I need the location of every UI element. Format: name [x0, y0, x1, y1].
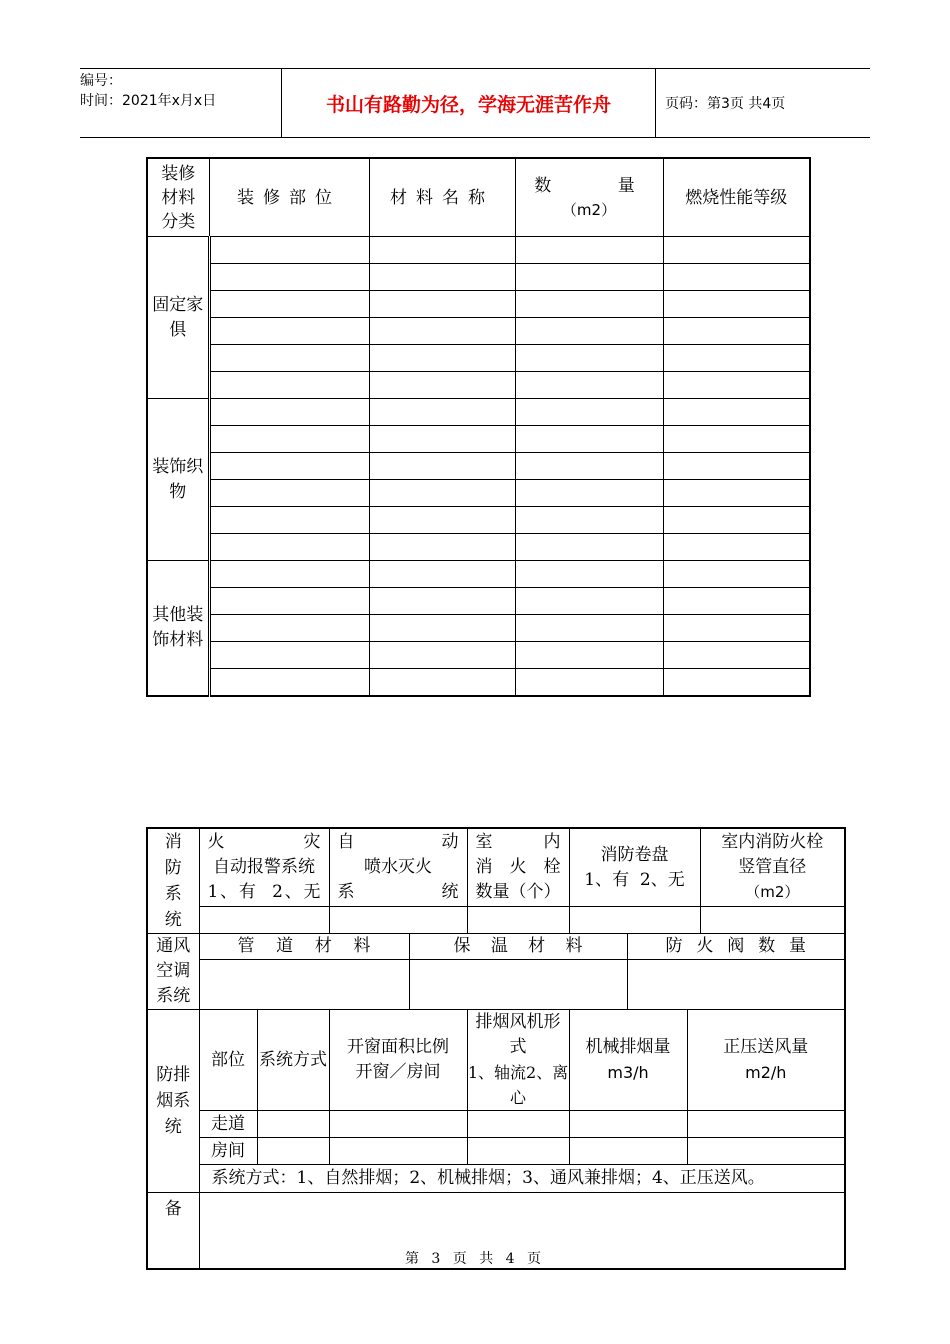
- blank-cell[interactable]: [257, 1138, 329, 1165]
- blank-cell[interactable]: [369, 480, 515, 507]
- blank-cell[interactable]: [663, 507, 810, 534]
- insulation-header: 保温材料: [409, 934, 627, 960]
- group-decorative-fabric: 装饰织 物: [147, 399, 209, 561]
- blank-cell[interactable]: [257, 1111, 329, 1138]
- blank-cell[interactable]: [663, 642, 810, 669]
- damper-value[interactable]: [627, 960, 845, 1010]
- blank-cell[interactable]: [663, 372, 810, 399]
- insulation-value[interactable]: [409, 960, 627, 1010]
- fire-system-label: 消 防 系 统: [147, 828, 199, 934]
- header-material: 材料名称: [369, 158, 515, 237]
- table-row: [147, 345, 810, 372]
- blank-cell[interactable]: [369, 507, 515, 534]
- blank-cell[interactable]: [209, 480, 369, 507]
- table-row: [147, 318, 810, 345]
- blank-cell[interactable]: [663, 453, 810, 480]
- blank-cell[interactable]: [569, 1111, 687, 1138]
- blank-cell[interactable]: [515, 561, 663, 588]
- duct-material-header: 管道材料: [199, 934, 409, 960]
- blank-cell[interactable]: [209, 453, 369, 480]
- blank-cell[interactable]: [515, 372, 663, 399]
- blank-cell[interactable]: [663, 615, 810, 642]
- smoke-method-note: 系统方式：1、自然排烟；2、机械排烟；3、通风兼排烟；4、正压送风。: [199, 1165, 845, 1193]
- blank-cell[interactable]: [515, 426, 663, 453]
- col-exhaust-volume: 机械排烟量 m3/h: [569, 1010, 687, 1111]
- blank-cell[interactable]: [467, 1138, 569, 1165]
- table-row: [147, 669, 810, 697]
- header-location: 装修部位: [209, 158, 369, 237]
- blank-cell[interactable]: [515, 480, 663, 507]
- hvac-value-row: [147, 960, 845, 1010]
- blank-cell[interactable]: [209, 615, 369, 642]
- blank-cell[interactable]: [209, 291, 369, 318]
- table-row: [147, 1138, 845, 1165]
- blank-cell[interactable]: [663, 291, 810, 318]
- blank-cell[interactable]: [209, 399, 369, 426]
- blank-cell[interactable]: [209, 345, 369, 372]
- hose-reel-value[interactable]: [569, 907, 700, 934]
- blank-cell[interactable]: [569, 1138, 687, 1165]
- table-row: [147, 426, 810, 453]
- blank-cell[interactable]: [369, 291, 515, 318]
- blank-cell[interactable]: [209, 318, 369, 345]
- blank-cell[interactable]: [209, 426, 369, 453]
- group-fixed-furniture: 固定家 俱: [147, 237, 209, 399]
- blank-cell[interactable]: [663, 588, 810, 615]
- blank-cell[interactable]: [369, 237, 515, 264]
- col-window-ratio: 开窗面积比例 开窗／房间: [329, 1010, 467, 1111]
- table-row: [147, 399, 810, 426]
- blank-cell[interactable]: [663, 237, 810, 264]
- blank-cell[interactable]: [369, 642, 515, 669]
- sprinkler-header: 自动 喷水灭火 系统: [329, 828, 467, 907]
- blank-cell[interactable]: [515, 453, 663, 480]
- blank-cell[interactable]: [663, 669, 810, 697]
- page-footer: 第 3 页 共 4 页: [404, 1251, 546, 1267]
- hydrant-value[interactable]: [467, 907, 569, 934]
- blank-cell[interactable]: [515, 534, 663, 561]
- header-quantity: 数 量 （m2）: [515, 158, 663, 237]
- table-row: [147, 237, 810, 264]
- blank-cell[interactable]: [663, 318, 810, 345]
- blank-cell[interactable]: [369, 669, 515, 697]
- table-row: [147, 534, 810, 561]
- hvac-system-label: 通风 空调 系统: [147, 934, 199, 1010]
- header-rating: 燃烧性能等级: [663, 158, 810, 237]
- blank-cell[interactable]: [515, 615, 663, 642]
- fire-alarm-header: 火灾 自动报警系统 1、有 2、无: [199, 828, 329, 907]
- table-row: [147, 372, 810, 399]
- header-meta: [80, 69, 280, 139]
- blank-cell[interactable]: [515, 669, 663, 697]
- blank-cell[interactable]: [369, 561, 515, 588]
- blank-cell[interactable]: [467, 1111, 569, 1138]
- blank-cell[interactable]: [515, 399, 663, 426]
- header-category: 装修 材料 分类: [147, 158, 209, 237]
- riser-value[interactable]: [700, 907, 845, 934]
- table-row: [147, 1111, 845, 1138]
- blank-cell[interactable]: [369, 534, 515, 561]
- row-corridor-label: 走道: [199, 1111, 257, 1138]
- blank-cell[interactable]: [209, 372, 369, 399]
- blank-cell[interactable]: [663, 426, 810, 453]
- blank-cell[interactable]: [209, 669, 369, 697]
- blank-cell[interactable]: [663, 534, 810, 561]
- table-row: [147, 588, 810, 615]
- blank-cell[interactable]: [369, 399, 515, 426]
- blank-cell[interactable]: [663, 345, 810, 372]
- duct-material-value[interactable]: [199, 960, 409, 1010]
- decoration-materials-table: [146, 157, 811, 697]
- row-room-label: 房间: [199, 1138, 257, 1165]
- blank-cell[interactable]: [329, 1111, 467, 1138]
- col-fan-type: 排烟风机形式 1、轴流2、离心: [467, 1010, 569, 1111]
- header-motto: 书山有路勤为径，学海无涯苦作舟: [281, 69, 656, 137]
- blank-cell[interactable]: [209, 534, 369, 561]
- table-row: [147, 561, 810, 588]
- group-other-materials: 其他装 饰材料: [147, 561, 209, 697]
- hvac-header-row: [147, 934, 845, 960]
- riser-header: 室内消防火栓 竖管直径 （m2）: [700, 828, 845, 907]
- blank-cell[interactable]: [515, 642, 663, 669]
- smoke-system-label: 防排 烟系 统: [147, 1010, 199, 1193]
- smoke-note-row: [147, 1165, 845, 1193]
- blank-cell[interactable]: [329, 1138, 467, 1165]
- hose-reel-header: 消防卷盘 1、有 2、无: [569, 828, 700, 907]
- blank-cell[interactable]: [515, 507, 663, 534]
- blank-cell[interactable]: [209, 642, 369, 669]
- blank-cell[interactable]: [515, 264, 663, 291]
- col-method: 系统方式: [257, 1010, 329, 1111]
- blank-cell[interactable]: [663, 480, 810, 507]
- blank-cell[interactable]: [369, 372, 515, 399]
- table-row: [147, 453, 810, 480]
- col-supply-volume: 正压送风量 m2/h: [687, 1010, 845, 1111]
- table-row: [147, 480, 810, 507]
- blank-cell[interactable]: [369, 318, 515, 345]
- fire-header-row: [147, 828, 845, 907]
- fire-alarm-value[interactable]: [199, 907, 329, 934]
- hydrant-header: 室内 消火栓 数量（个）: [467, 828, 569, 907]
- blank-cell[interactable]: [369, 615, 515, 642]
- remarks-label: 备: [147, 1193, 199, 1269]
- table-row: [147, 291, 810, 318]
- blank-cell[interactable]: [369, 264, 515, 291]
- blank-cell[interactable]: [515, 291, 663, 318]
- blank-cell[interactable]: [687, 1138, 845, 1165]
- blank-cell[interactable]: [663, 264, 810, 291]
- blank-cell[interactable]: [209, 507, 369, 534]
- building-systems-table: [146, 827, 846, 1270]
- number-label: 编号：: [80, 73, 122, 89]
- blank-cell[interactable]: [663, 561, 810, 588]
- blank-cell[interactable]: [515, 318, 663, 345]
- smoke-header-row: [147, 1010, 845, 1111]
- blank-cell[interactable]: [209, 561, 369, 588]
- time-label: 时间：2021年x月x日: [80, 93, 217, 109]
- table-row: [147, 264, 810, 291]
- table-row: [147, 642, 810, 669]
- table1-header-row: [147, 158, 810, 237]
- blank-cell[interactable]: [663, 399, 810, 426]
- damper-header: 防火阀数量: [627, 934, 845, 960]
- blank-cell[interactable]: [369, 426, 515, 453]
- blank-cell[interactable]: [209, 588, 369, 615]
- blank-cell[interactable]: [515, 588, 663, 615]
- sprinkler-value[interactable]: [329, 907, 467, 934]
- blank-cell[interactable]: [209, 264, 369, 291]
- table-row: [147, 507, 810, 534]
- blank-cell[interactable]: [515, 237, 663, 264]
- header-page-info: 页码：第3页 共4页: [665, 96, 786, 112]
- blank-cell[interactable]: [209, 237, 369, 264]
- blank-cell[interactable]: [687, 1111, 845, 1138]
- blank-cell[interactable]: [369, 588, 515, 615]
- blank-cell[interactable]: [515, 345, 663, 372]
- fire-value-row: [147, 907, 845, 934]
- document-header: [80, 68, 870, 138]
- blank-cell[interactable]: [369, 453, 515, 480]
- col-location: 部位: [199, 1010, 257, 1111]
- table-row: [147, 615, 810, 642]
- blank-cell[interactable]: [369, 345, 515, 372]
